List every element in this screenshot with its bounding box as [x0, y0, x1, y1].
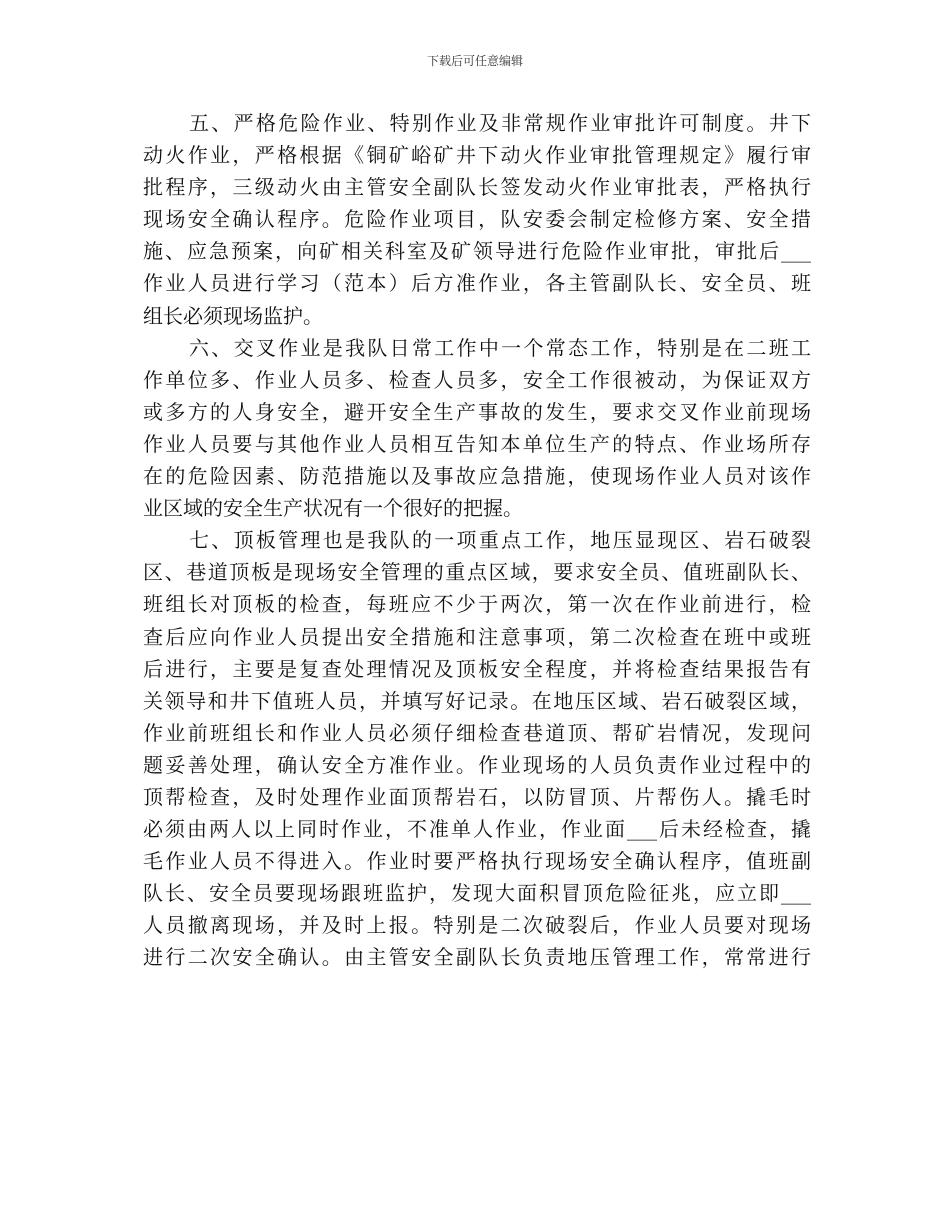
text-line: 毛作业人员不得进入。作业时要严格执行现场安全确认程序，值班副	[143, 849, 811, 874]
text-line: 必须由两人以上同时作业，不准单人作业，作业面___后未经检查，撬	[143, 817, 811, 842]
text-line: 在的危险因素、防范措施以及事故应急措施，使现场作业人员对该作	[143, 464, 811, 489]
text-line: 七、顶板管理也是我队的一项重点工作，地压显现区、岩石破裂	[189, 528, 811, 553]
text-line: 队长、安全员要现场跟班监护，发现大面积冒顶危险征兆，应立即___	[143, 881, 811, 906]
paragraph-6	[143, 332, 811, 525]
text-line: 关领导和井下值班人员，并填写好记录。在地压区域、岩石破裂区域，	[143, 688, 811, 713]
paragraph-5	[143, 107, 811, 332]
text-line: 施、应急预案，向矿相关科室及矿领导进行危险作业审批，审批后___	[143, 239, 811, 264]
text-line: 查后应向作业人员提出安全措施和注意事项，第二次检查在班中或班	[143, 624, 811, 649]
text-line: 批程序，三级动火由主管安全副队长签发动火作业审批表，严格执行	[143, 175, 811, 200]
text-line: 人员撤离现场，并及时上报。特别是二次破裂后，作业人员要对现场	[143, 913, 811, 938]
text-line: 作业前班组长和作业人员必须仔细检查巷道顶、帮矿岩情况，发现问	[143, 720, 811, 745]
text-line: 作业人员要与其他作业人员相互告知本单位生产的特点、作业场所存	[143, 431, 811, 456]
text-line: 五、严格危险作业、特别作业及非常规作业审批许可制度。井下	[189, 111, 811, 135]
document-body	[143, 107, 811, 974]
text-line: 区、巷道顶板是现场安全管理的重点区域，要求安全员、值班副队长、	[143, 560, 811, 585]
text-line: 作单位多、作业人员多、检查人员多，安全工作很被动，为保证双方	[143, 367, 811, 392]
text-line: 动火作业，严格根据《铜矿峪矿井下动火作业审批管理规定》履行审	[143, 143, 811, 168]
text-line: 组长必须现场监护。	[143, 303, 323, 328]
text-line: 后进行，主要是复查处理情况及顶板安全程度，并将检查结果报告有	[143, 656, 811, 681]
text-line: 作业人员进行学习（范本）后方准作业，各主管副队长、安全员、班	[143, 271, 811, 296]
text-line: 六、交叉作业是我队日常工作中一个常态工作，特别是在二班工	[189, 335, 811, 360]
page-header: 下载后可任意编辑	[426, 54, 523, 68]
text-line: 或多方的人身安全，避开安全生产事故的发生，要求交叉作业前现场	[143, 399, 811, 424]
text-line: 顶帮检查，及时处理作业面顶帮岩石，以防冒顶、片帮伤人。撬毛时	[143, 784, 811, 809]
text-line: 业区域的安全生产状况有一个很好的把握。	[143, 496, 523, 521]
text-line: 现场安全确认程序。危险作业项目，队安委会制定检修方案、安全措	[143, 207, 811, 232]
text-line: 进行二次安全确认。由主管安全副队长负责地压管理工作，常常进行	[143, 945, 811, 970]
text-line: 题妥善处理，确认安全方准作业。作业现场的人员负责作业过程中的	[143, 752, 811, 777]
text-line: 班组长对顶板的检查，每班应不少于两次，第一次在作业前进行，检	[143, 592, 811, 617]
paragraph-7	[143, 524, 811, 973]
